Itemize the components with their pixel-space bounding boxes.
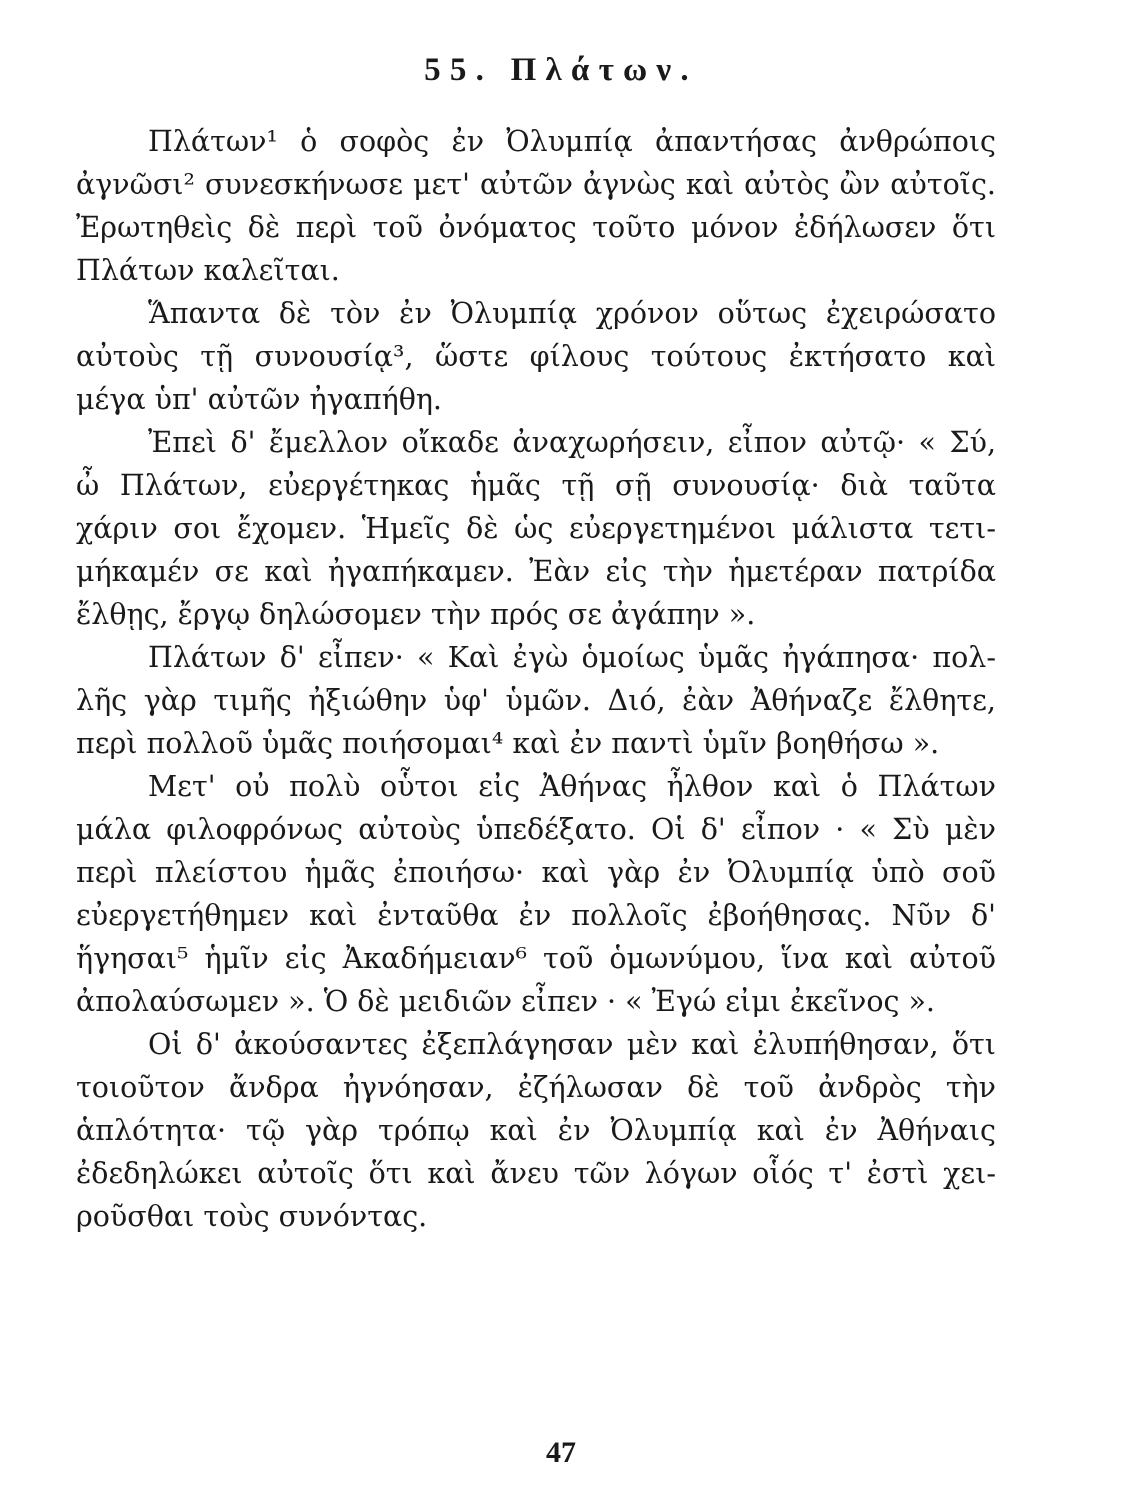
text-line: μέγα ὑπ' αὐτῶν ἠγαπήθη. [76,383,442,416]
text-line: ἀπολαύσωμεν ». Ὁ δὲ μειδιῶν εἶπεν · « Ἐγώ εἰμι ἐκεῖνος ». [76,985,935,1018]
text-line: λῆς γὰρ τιμῆς ἠξιώθην ὑφ' ὑμῶν. Διό, ἐὰν Ἀθήναζε ἔλθητε, [76,684,996,717]
text-line: ἔλθῃς, ἔργῳ δηλώσομεν τὴν πρός σε ἀγάπην ». [76,598,756,631]
text-line: ροῦσθαι τοὺς συνόντας. [76,1200,428,1233]
text-line: ἐδεδηλώκει αὐτοῖς ὅτι καὶ ἄνευ τῶν λόγων οἷός τ' ἐστὶ χει- [76,1157,996,1190]
text-line: μάλα φιλοφρόνως αὐτοὺς ὑπεδέξατο. Οἱ δ' εἶπον · « Σὺ μὲν [76,813,996,846]
text-line: ἥγησαι⁵ ἡμῖν εἰς Ἀκαδήμειαν⁶ τοῦ ὁμωνύμου, ἵνα καὶ αὐτοῦ [76,942,996,975]
text-line: Οἱ δ' ἀκούσαντες ἐξεπλάγησαν μὲν καὶ ἐλυπήθησαν, ὅτι [148,1028,996,1061]
text-line: χάριν σοι ἔχομεν. Ἡμεῖς δὲ ὡς εὐεργετημένοι μάλιστα τετι- [76,512,996,545]
text-line: περὶ πολλοῦ ὑμᾶς ποιήσομαι⁴ καὶ ἐν παντὶ ὑμῖν βοηθήσω ». [76,727,940,760]
text-line: Πλάτων¹ ὁ σοφὸς ἐν Ὀλυμπίᾳ ἀπαντήσας ἀνθρώποις [148,125,996,158]
page-number: 47 [546,1436,576,1469]
text-body [76,120,996,1238]
text-line: Πλάτων καλεῖται. [76,254,340,287]
paragraph-2 [76,292,996,421]
paragraph-5 [76,765,996,1023]
text-line: τοιοῦτον ἄνδρα ἠγνόησαν, ἐζήλωσαν δὲ τοῦ ἀνδρὸς τὴν [76,1071,996,1104]
text-line: Ἐρωτηθεὶς δὲ περὶ τοῦ ὀνόματος τοῦτο μόνον ἐδήλωσεν ὅτι [76,211,996,244]
text-line: αὐτοὺς τῇ συνουσίᾳ³, ὥστε φίλους τούτους ἐκτήσατο καὶ [76,340,996,373]
text-line: Ἐπεὶ δ' ἔμελλον οἴκαδε ἀναχωρήσειν, εἶπον αὐτῷ· « Σύ, [148,426,996,459]
text-line: εὐεργετήθημεν καὶ ἐνταῦθα ἐν πολλοῖς ἐβοήθησας. Νῦν δ' [76,899,996,932]
text-line: ἀγνῶσι² συνεσκήνωσε μετ' αὐτῶν ἀγνὼς καὶ αὐτὸς ὢν αὐτοῖς. [76,168,996,201]
text-line: περὶ πλείστου ἡμᾶς ἐποιήσω· καὶ γὰρ ἐν Ὀλυμπίᾳ ὑπὸ σοῦ [76,856,996,889]
text-line: ὦ Πλάτων, εὐεργέτηκας ἡμᾶς τῇ σῇ συνουσίᾳ· διὰ ταῦτα [76,469,996,502]
text-line: Ἅπαντα δὲ τὸν ἐν Ὀλυμπίᾳ χρόνον οὕτως ἐχειρώσατο [148,297,996,330]
paragraph-3 [76,421,996,636]
text-line: ἁπλότητα· τῷ γὰρ τρόπῳ καὶ ἐν Ὀλυμπίᾳ καὶ ἐν Ἀθήναις [76,1114,996,1147]
text-line: Μετ' οὐ πολὺ οὗτοι εἰς Ἀθήνας ἦλθον καὶ ὁ Πλάτων [148,770,996,803]
chapter-title: 55. Πλάτων. [424,52,698,88]
paragraph-4 [76,636,996,765]
text-line: μήκαμέν σε καὶ ἠγαπήκαμεν. Ἐὰν εἰς τὴν ἡμετέραν πατρίδα [76,555,996,588]
paragraph-1 [76,120,996,292]
text-line: Πλάτων δ' εἶπεν· « Καὶ ἐγὼ ὁμοίως ὑμᾶς ἠγάπησα· πολ- [148,641,996,674]
paragraph-6 [76,1023,996,1238]
